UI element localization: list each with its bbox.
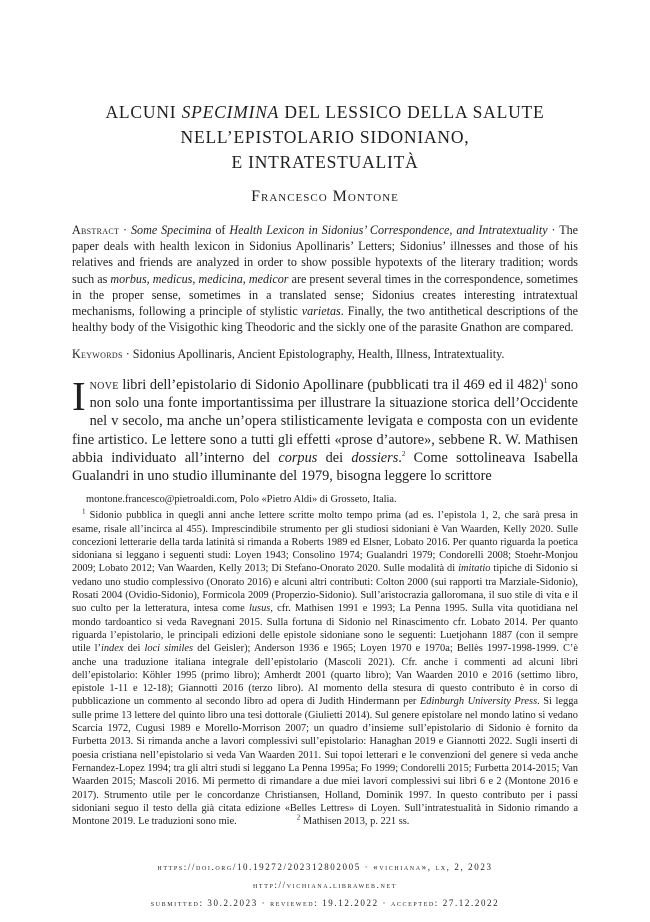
body-span: Come sottolineava Isabella Gualandri in uno studio illuminante del 1979, bisogna leggere lo scrittore	[72, 449, 578, 485]
abstract-separator: ·	[119, 223, 131, 237]
body-span: .	[398, 449, 402, 466]
footnote-1-italic: imitatio	[458, 563, 491, 575]
body-span: dei	[317, 449, 352, 466]
author-email-note: montone.francesco@pietroaldi.com, Polo «Pietro Aldi» di Grosseto, Italia.	[86, 494, 397, 505]
footer-url: http://vichiana.libraweb.net	[253, 880, 397, 890]
footnote-1-text: , cfr. Mathisen 1991 e 1993; La Penna 1995. Sulla vita quotidiana nel mondo tardoantico si veda Ravegnani 2015. Sulla fortuna di Sidonio nel Rinascimento cfr. Lobato 2014. Per quanto riguarda l’epistolario, le principali edizioni delle epistole sidoniane sono le seguenti: Luetjohann 1887 (con il sempre utile l’	[72, 603, 578, 655]
title-line-1-italic: SPECIMINA	[181, 102, 280, 122]
abstract	[72, 222, 578, 335]
footnote-1-italic: Edinburgh University Press	[419, 696, 538, 708]
footnote-2-text: Mathisen 2013, p. 221 ss.	[300, 816, 410, 828]
footnotes	[72, 493, 578, 828]
footer-dates: submitted: 30.2.2023 · reviewed: 19.12.2022 · accepted: 27.12.2022	[150, 898, 500, 908]
first-word: nove	[89, 377, 119, 393]
author-name: Francesco Montone	[251, 188, 399, 205]
abstract-title-part: Health Lexicon in Sidonius’ Correspondence, and Intratextuality	[229, 223, 548, 237]
title-line-1-post: DEL LESSICO DELLA SALUTE	[279, 102, 545, 122]
footnote-1-number: 1	[82, 507, 86, 516]
body-italic: corpus	[278, 449, 318, 466]
footnote-1-italic: index	[100, 643, 124, 655]
title-line-2: NELL’EPISTOLARIO SIDONIANO,	[180, 127, 470, 147]
article-title	[72, 100, 578, 175]
title-line-1-pre: ALCUNI	[105, 102, 182, 122]
footnote-1-text: del Geisler); Anderson 1936 e 1965; Loyen 1970 e 1970a; Bellès 1997-1998-1999. C’è anche una traduzione italiana integrale dell’epistolario (Mascoli 2021). Cfr. anche i commenti ad alcuni libri dell’epistolario: Köhler 1995 (primo libro); Amherdt 2001 (quarto libro); Van Waarden 2010 e 2016 (settimo libro, epistole 1-11 e 12-18); Giannotti 2016 (terzo libro). Al momento della stesura di questo contributo è in corso di pubblicazione un commento al secondo libro ad opera di Judith Hindermann per	[72, 643, 578, 708]
title-line-3: E INTRATESTUALITÀ	[231, 152, 419, 172]
keywords	[72, 346, 578, 362]
footnote-2-number: 2	[296, 813, 301, 822]
title-line-1	[72, 100, 578, 125]
body-italic: dossiers	[351, 449, 399, 466]
footer-doi: https://doi.org/10.19272/202312802005 · «vichiana», lx, 2, 2023	[157, 862, 493, 872]
abstract-words: morbus, medicus, medicina, medicor	[110, 271, 289, 286]
abstract-label: Abstract	[72, 223, 120, 237]
abstract-varietas: varietas	[301, 304, 341, 319]
keywords-text: · Sidonius Apollinaris, Ancient Epistolography, Health, Illness, Intratextuality.	[122, 347, 505, 361]
abstract-text: · The paper deals with health lexicon in Sidonius Apollinaris’ Letters; Sidonius’ illnesses and those of his relatives and friends are analyzed in order to show possible hypotexts of the literary tradition; words such as	[72, 223, 578, 286]
body-span: sono non solo una fonte importantissima per illustrare la situazione storica dell’Occidente nel v secolo, ma anche un’opera stilisticamente levigata e composta con un evidente fine artistico. Le lettere sono a tutti gli effetti «prose d’autore», sebbene R. W. Mathisen abbia individuato all’interno del	[72, 377, 578, 466]
footnote-1-text: . Si legga sulle prime 13 lettere del quinto libro una tesi dottorale (Giulietti 2014). Sul genere epistolare nel mondo latino si vedano Scarcia 1972, Cugusi 1989 e Morello-Morrison 2007; un quadro d’insieme sull’epistolario di Sidonio è fornito da Furbetta 2013. Si rimanda anche a lavori complessivi sull’epistolario: Hanaghan 2019 e Giannotti 2022. Sugli inserti di poesia cristiana nell’epistolario si veda Van Waarden 2011. Sui topoi letterari e le convenzioni del genere si veda anche Fernandez-Lopez 1994; tra gli altri studi si leggano La Penna 1995a; Fo 1999; Condorelli 2015; Furbetta 2014-2015; Van Waarden 2015; Mascoli 2016. Mi permetto di rimandare a due miei lavori complessivi sui libri 6 e 2 (Montone 2016 e 2017). Strumento utile per le concordanze Christiansen, Holland, Dominik 1997. In questo contributo per i passi sidoniani seguo il testo della già citata edizione «Belles Lettres» di Loyen. Sull’intratestualità in Sidonio rimando a Montone 2019. Le traduzioni sono mie.	[72, 696, 579, 828]
footnote-1-italic: lusus	[248, 603, 271, 615]
abstract-text: . Finally, the two antithetical descriptions of the healthy body of the Visigothic king Theodoric and the sickly one of the parasite Gnathon are compared.	[72, 304, 578, 335]
body-text	[72, 373, 578, 485]
footnote-1-italic: loci similes	[144, 643, 194, 655]
drop-cap: I	[72, 373, 86, 419]
keywords-label: Keywords	[72, 347, 123, 361]
footnote-ref-1[interactable]: 1	[543, 377, 548, 386]
footnote-1-text: dei	[123, 643, 145, 655]
abstract-title-part: Some Specimina	[131, 223, 212, 237]
abstract-title-part: of	[211, 223, 230, 237]
body-span: libri dell’epistolario di Sidonio Apollinare (pubblicati tra il 469 ed il 482)	[118, 377, 544, 393]
footnote-1-text: tipiche di Sidonio si vedano uno studio complessivo (Onorato 2016) e alcuni altri contributi: Colton 2000 (sui rapporti tra Marziale-Sidonio), Rosati 2004 (Ovidio-Sidonio), Formicola 2009 (Properzio-Sidonio). Sull’aristocrazia galloromana, il suo stile di vita e il suo culto per la letteratura, intesa come	[72, 563, 578, 615]
footnote-1	[72, 509, 578, 828]
footnote-ref-2[interactable]: 2	[401, 450, 406, 459]
abstract-text: are present several times in the correspondence, sometimes in the proper sense, sometimes in a translated sense; Sidonius creates interesting intratextual mechanisms, following a principle of stylistic	[72, 271, 578, 319]
footnote-1-text: Sidonio pubblica in quegli anni anche lettere scritte molto tempo prima (ad es. l’epistola 1, 2, che sarà presa in esame, risale all’incirca al 455). Imprescindibile strumento per gli studiosi sidoniani è Van Waarden, Kelly 2020. Sulle concezioni letterarie della tarda latinità si rimanda a Roberts 1989 ed Elsner, Lobato 2016. Per quanto riguarda la poetica sidoniana si leggano i seguenti studi: Loyen 1943; Consolino 1974; Gualandri 1979; Condorelli 2008; Stoehr-Monjou 2009; Lobato 2012; Van Waarden, Kelly 2013; Di Stefano-Onorato 2020. Sulle modalità di	[72, 510, 578, 575]
